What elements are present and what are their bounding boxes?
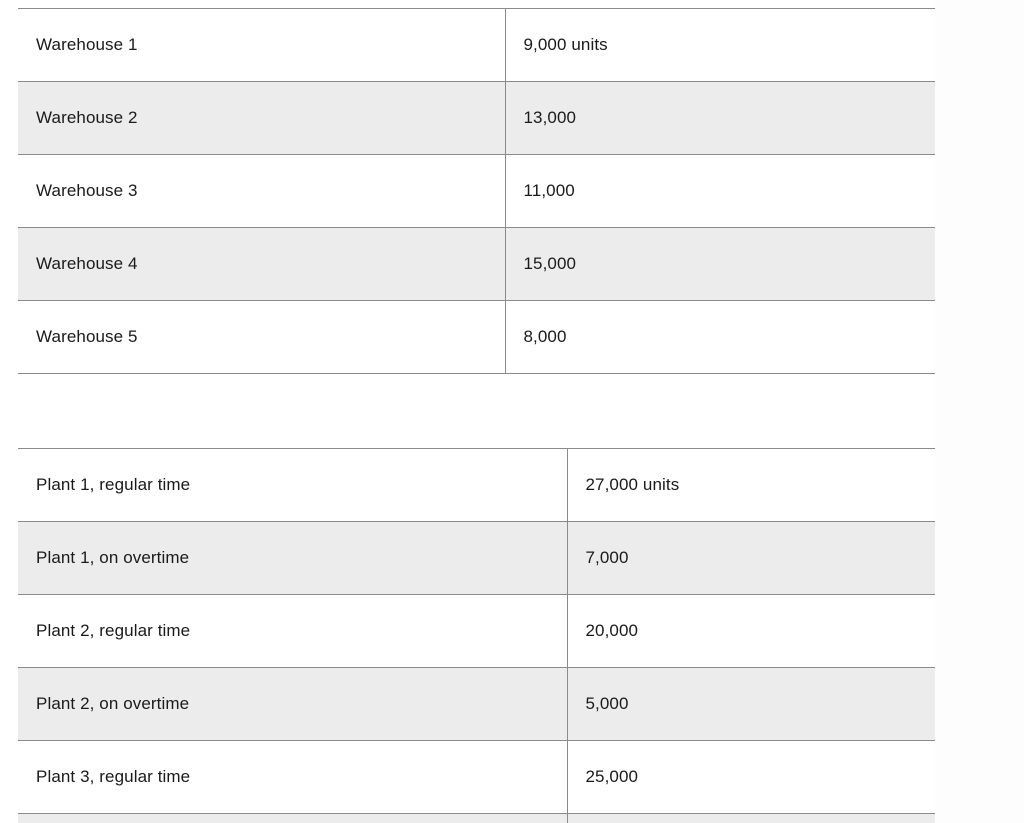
table-row bbox=[18, 522, 935, 595]
row-label: Warehouse 1 bbox=[18, 9, 505, 82]
table-row bbox=[18, 301, 935, 374]
row-value: 25,000 bbox=[567, 741, 935, 814]
row-label: Warehouse 5 bbox=[18, 301, 505, 374]
page-margin bbox=[935, 0, 1024, 823]
row-value: 5,000 bbox=[567, 668, 935, 741]
table-row bbox=[18, 668, 935, 741]
row-label: Plant 1, on overtime bbox=[18, 522, 567, 595]
table-row bbox=[18, 449, 935, 522]
row-value: 15,000 bbox=[505, 228, 935, 301]
row-value: 27,000 units bbox=[567, 449, 935, 522]
row-label: Plant 3, regular time bbox=[18, 741, 567, 814]
table-row bbox=[18, 82, 935, 155]
plant-capacity-table bbox=[18, 448, 935, 823]
row-value bbox=[567, 814, 935, 823]
row-label bbox=[18, 814, 567, 823]
table-row bbox=[18, 814, 935, 823]
table-row bbox=[18, 155, 935, 228]
row-value: 7,000 bbox=[567, 522, 935, 595]
table-row bbox=[18, 595, 935, 668]
table-row bbox=[18, 228, 935, 301]
warehouse-demand-table bbox=[18, 8, 935, 374]
table-row bbox=[18, 9, 935, 82]
row-label: Warehouse 3 bbox=[18, 155, 505, 228]
row-value: 13,000 bbox=[505, 82, 935, 155]
row-value: 20,000 bbox=[567, 595, 935, 668]
row-label: Warehouse 2 bbox=[18, 82, 505, 155]
row-label: Warehouse 4 bbox=[18, 228, 505, 301]
row-value: 11,000 bbox=[505, 155, 935, 228]
row-value: 9,000 units bbox=[505, 9, 935, 82]
row-label: Plant 2, regular time bbox=[18, 595, 567, 668]
row-value: 8,000 bbox=[505, 301, 935, 374]
table-row bbox=[18, 741, 935, 814]
row-label: Plant 1, regular time bbox=[18, 449, 567, 522]
row-label: Plant 2, on overtime bbox=[18, 668, 567, 741]
